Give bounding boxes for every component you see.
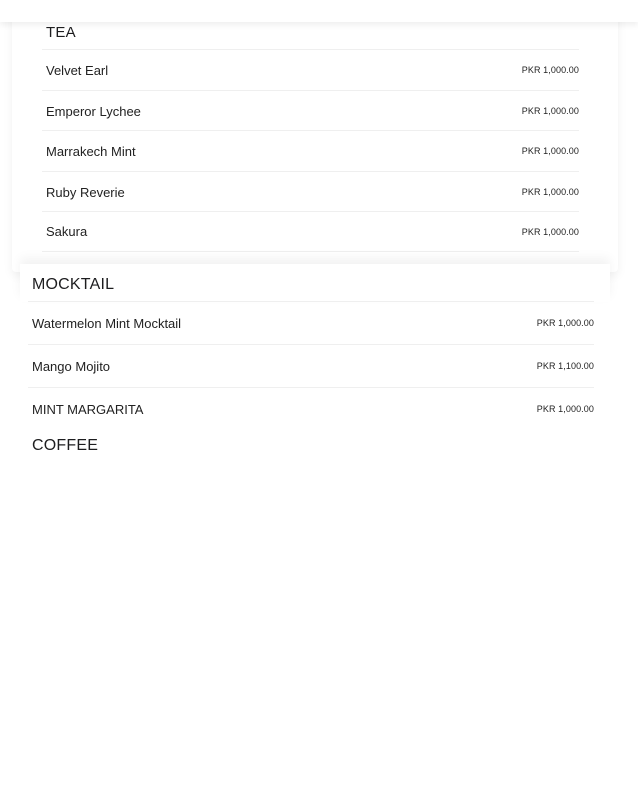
menu-item-name: Mango Mojito	[32, 358, 111, 374]
menu-item-ruby-reverie[interactable]	[42, 171, 579, 212]
menu-item-name: Emperor Lychee	[46, 103, 141, 119]
menu-item-emperor-lychee[interactable]	[42, 90, 579, 131]
menu-item-marrakech-mint[interactable]	[42, 130, 579, 171]
top-header-strip	[0, 0, 638, 22]
menu-item-name: Sakura	[46, 224, 88, 239]
menu-item-mango-mojito[interactable]	[28, 344, 594, 387]
menu-item-price: PKR 1,000.00	[521, 106, 579, 116]
menu-item-name: Marrakech Mint	[46, 143, 136, 159]
menu-item-name: Watermelon Mint Mocktail	[32, 315, 182, 331]
menu-item-watermelon-mint-mocktail[interactable]	[28, 301, 594, 344]
menu-item-name: Ruby Reverie	[46, 184, 125, 200]
menu-item-name: Velvet Earl	[46, 62, 109, 78]
tea-section-title: TEA	[46, 24, 76, 41]
menu-item-velvet-earl[interactable]	[42, 49, 579, 90]
menu-item-price: PKR 1,000.00	[521, 146, 579, 156]
menu-item-price: PKR 1,000.00	[521, 187, 579, 197]
mocktail-section-title: MOCKTAIL	[32, 276, 115, 293]
menu-item-mint-margarita[interactable]	[28, 387, 594, 430]
menu-item-price: PKR 1,000.00	[521, 65, 579, 75]
menu-item-price: PKR 1,100.00	[536, 361, 594, 371]
menu-item-price: PKR 1,000.00	[536, 318, 594, 328]
coffee-section-title: COFFEE	[32, 437, 99, 454]
menu-item-price: PKR 1,000.00	[536, 404, 594, 414]
menu-item-name: MINT MARGARITA	[32, 401, 144, 417]
menu-item-price: PKR 1,000.00	[521, 226, 579, 237]
menu-item-sakura[interactable]	[42, 211, 579, 252]
